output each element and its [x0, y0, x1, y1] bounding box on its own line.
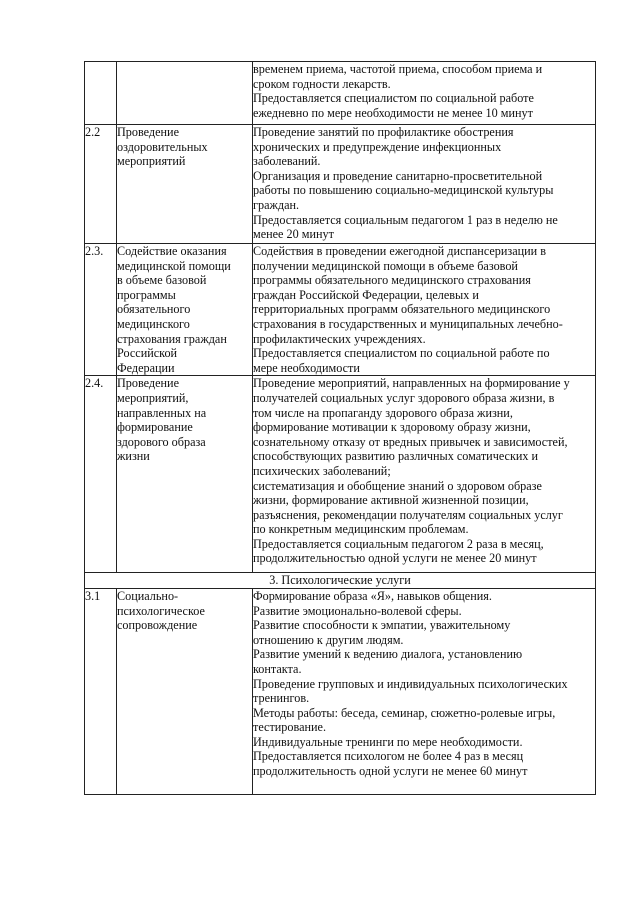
text-line: психологическое — [117, 603, 205, 618]
text-line: заболеваний. — [253, 154, 321, 169]
text-line: жизни — [117, 449, 150, 464]
text-line: обязательного — [117, 302, 191, 317]
text-line: направленных на — [117, 405, 207, 420]
text-line: сопровождение — [117, 618, 198, 633]
row-number: 2.3. — [85, 244, 117, 376]
text-line: Организация и проведение санитарно-просветительной — [253, 168, 543, 183]
text-line: ежедневно по мере необходимости не менее 10 минут — [253, 105, 533, 120]
text-line: сознательному отказу от вредных привычек и зависимостей, — [253, 434, 568, 449]
text-line: формирование мотивации к здоровому образу жизни, — [253, 420, 531, 435]
service-name — [117, 588, 253, 794]
text-line: Методы работы: беседа, семинар, сюжетно-ролевые игры, — [253, 705, 556, 720]
text-line: менее 20 минут — [253, 227, 334, 242]
row-number: 2.4. — [85, 376, 117, 573]
text-line: Индивидуальные тренинги по мере необходимости. — [253, 734, 523, 749]
text-line: по конкретным медицинским проблемам. — [253, 522, 469, 537]
section-header-row — [85, 573, 596, 589]
text-line: систематизация и обобщение знаний о здоровом образе — [253, 478, 542, 493]
text-line: получателей социальных услуг здорового образа жизни, в — [253, 390, 555, 405]
text-line: мере необходимости — [253, 360, 360, 375]
text-line: том числе на пропаганду здорового образа жизни, — [253, 405, 513, 420]
text-line: жизни, формирование активной жизненной позиции, — [253, 493, 529, 508]
table-row — [85, 125, 596, 244]
text-line: способствующих развитию различных соматических и — [253, 449, 539, 464]
text-line: программы — [117, 287, 176, 302]
text-line: мероприятий — [117, 154, 186, 169]
service-name — [117, 376, 253, 573]
text-line: получении медицинской помощи в объеме базовой — [253, 258, 518, 273]
text-line: формирование — [117, 420, 193, 435]
text-line: Проведение — [117, 125, 179, 139]
table-row — [85, 588, 596, 794]
text-line: медицинской помощи — [117, 258, 231, 273]
text-line: профилактических учреждениях. — [253, 331, 426, 346]
text-line: тестирование. — [253, 720, 326, 735]
text-line: Предоставляется специалистом по социальной работе — [253, 91, 534, 106]
text-line: страхования граждан — [117, 331, 227, 346]
text-line: Развитие эмоционально-волевой сферы. — [253, 603, 462, 618]
text-line: оздоровительных — [117, 139, 208, 154]
text-line: психических заболеваний; — [253, 463, 391, 478]
text-line: в объеме базовой — [117, 273, 207, 288]
text-line: граждан. — [253, 197, 300, 212]
text-line: Социально- — [117, 588, 179, 603]
service-description — [253, 244, 596, 376]
text-line: мероприятий, — [117, 390, 189, 405]
text-line: Проведение занятий по профилактике обострения — [253, 125, 514, 139]
text-line: продолжительностью одной услуги не менее 20 минут — [253, 551, 537, 566]
text-line: Содействия в проведении ежегодной диспансеризации в — [253, 244, 546, 258]
table-row — [85, 62, 596, 125]
service-name — [117, 244, 253, 376]
section-title: 3. Психологические услуги — [85, 573, 596, 589]
text-line: Проведение — [117, 376, 179, 391]
text-line: Развитие способности к эмпатии, уважительному — [253, 618, 511, 633]
text-line: Содействие оказания — [117, 244, 227, 258]
text-line: разъяснения, рекомендации получателям социальных услуг — [253, 507, 563, 522]
text-line: контакта. — [253, 661, 302, 676]
text-line: территориальных программ обязательного медицинского — [253, 302, 551, 317]
text-line: Развитие умений к ведению диалога, установлению — [253, 647, 523, 662]
service-name — [117, 62, 253, 125]
text-line: тренингов. — [253, 691, 310, 706]
text-line: Формирование образа «Я», навыков общения. — [253, 588, 492, 603]
text-line: отношению к другим людям. — [253, 632, 404, 647]
services-table — [84, 61, 596, 795]
text-line: Предоставляется психологом не более 4 раз в месяц — [253, 749, 524, 764]
text-line: страхования в государственных и муниципальных лечебно- — [253, 316, 563, 331]
service-description — [253, 376, 596, 573]
text-line: работы по повышению социально-медицинской культуры — [253, 183, 554, 198]
text-line: Проведение групповых и индивидуальных психологических — [253, 676, 568, 691]
table-row — [85, 244, 596, 376]
table-row — [85, 376, 596, 573]
text-line: граждан Российской Федерации, целевых и — [253, 287, 479, 302]
row-number: 3.1 — [85, 588, 117, 794]
service-description — [253, 62, 596, 125]
row-number: 2.2 — [85, 125, 117, 244]
row-number — [85, 62, 117, 125]
text-line: медицинского — [117, 316, 190, 331]
text-line: Проведение мероприятий, направленных на формирование у — [253, 376, 570, 391]
text-line: Предоставляется социальным педагогом 1 раз в неделю не — [253, 212, 558, 227]
text-line: хронических и предупреждение инфекционных — [253, 139, 502, 154]
text-line: временем приема, частотой приема, способом приема и — [253, 62, 543, 76]
text-line: Предоставляется социальным педагогом 2 раза в месяц, — [253, 536, 544, 551]
text-line: сроком годности лекарств. — [253, 76, 391, 91]
text-line: Федерации — [117, 360, 175, 375]
text-line: продолжительность одной услуги не менее 60 минут — [253, 764, 528, 779]
service-description — [253, 125, 596, 244]
text-line: Российской — [117, 346, 178, 361]
service-description — [253, 588, 596, 794]
service-name — [117, 125, 253, 244]
text-line: программы обязательного медицинского страхования — [253, 273, 531, 288]
text-line: Предоставляется специалистом по социальной работе по — [253, 346, 550, 361]
text-line: здорового образа — [117, 434, 206, 449]
